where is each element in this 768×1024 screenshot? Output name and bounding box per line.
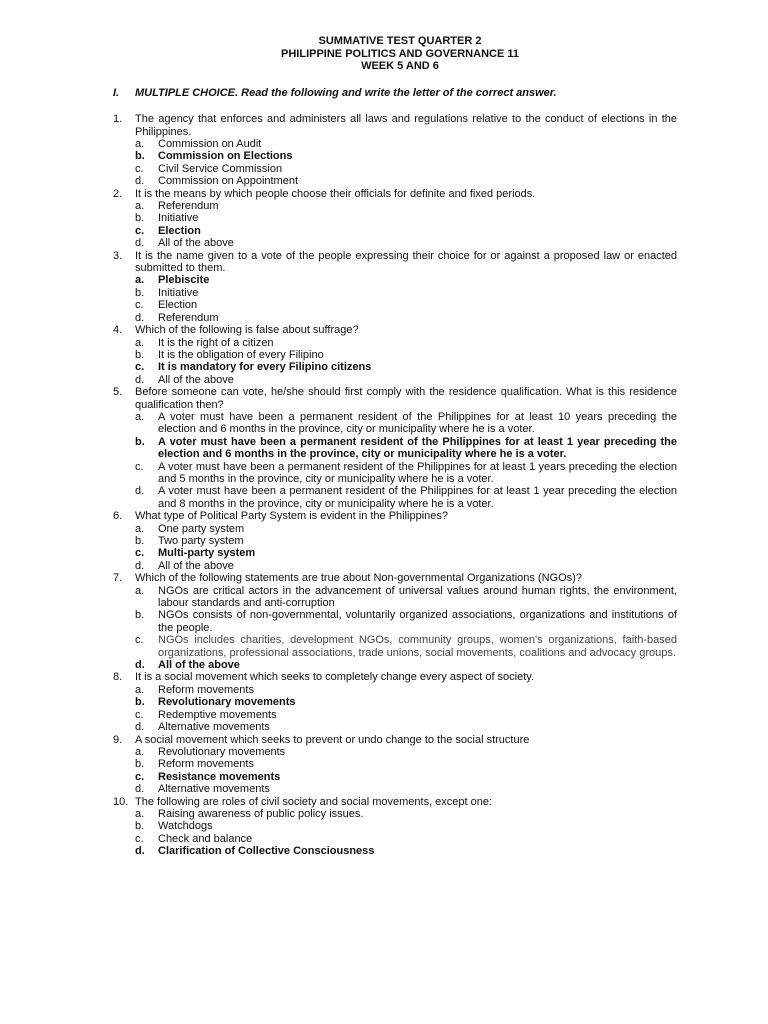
choice-letter: d. [135, 485, 145, 498]
choice-text: It is mandatory for every Filipino citizens [158, 361, 372, 374]
choice-item [135, 411, 677, 436]
choice-letter: c. [135, 832, 144, 845]
choice-letter: d. [135, 721, 145, 734]
choice-letter: b. [135, 212, 145, 225]
choice-text: Reform movements [158, 683, 254, 696]
choice-text: NGOs are critical actors in the advancement of universal values around human rights, the environment, labour standards and anti-corruption [158, 584, 677, 610]
question-number: 3. [113, 249, 123, 262]
choice-text: A voter must have been a permanent resident of the Philippines for at least 1 year preceding the election and 6 months in the province, city or municipality where he is a voter. [158, 435, 677, 461]
choice-item [135, 138, 677, 150]
choice-text: A voter must have been a permanent resident of the Philippines for at least 10 years preceding the election and 6 months in the province, city or municipality where he is a voter. [158, 410, 677, 436]
choice-item [135, 560, 677, 572]
choice-letter: a. [135, 584, 145, 597]
choice-item [135, 461, 677, 486]
choice-list [135, 411, 677, 510]
choice-list [135, 274, 677, 324]
choice-letter: a. [135, 807, 145, 820]
choice-item [135, 783, 677, 795]
choice-letter: b. [135, 820, 145, 833]
choice-item [135, 721, 677, 733]
choice-item-correct [135, 274, 677, 286]
question-number: 6. [113, 510, 123, 523]
question-text: A social movement which seeks to prevent or undo change to the social structure [135, 733, 530, 746]
choice-list [135, 746, 677, 796]
choice-text: Two party system [158, 535, 244, 547]
choice-letter: c. [135, 162, 144, 175]
choice-letter: a. [135, 522, 145, 535]
choice-item-correct [135, 696, 677, 708]
question-item [113, 796, 677, 858]
choice-letter: a. [135, 138, 145, 150]
question-number: 7. [113, 572, 123, 585]
choice-text: One party system [158, 522, 245, 535]
choice-text: Reform movements [158, 758, 254, 771]
choice-letter: d. [135, 373, 145, 386]
choice-text: NGOs consists of non-governmental, voluntarily organized associations, organizations and institutions of the people. [158, 609, 677, 634]
choice-list [135, 523, 677, 573]
choice-item [135, 833, 677, 845]
choice-letter: a. [135, 200, 145, 213]
choice-item [135, 609, 677, 634]
choice-letter: b. [135, 758, 145, 771]
choice-text: Initiative [158, 286, 199, 299]
question-number: 8. [113, 671, 123, 684]
choice-item [135, 287, 677, 299]
choice-letter: b. [135, 286, 145, 299]
question-text: Which of the following statements are true about Non-governmental Organizations (NGOs)? [135, 572, 582, 585]
choice-letter: c. [135, 460, 144, 473]
choice-item [135, 808, 677, 820]
header-week: WEEK 5 AND 6 [361, 60, 439, 73]
question-item [113, 510, 677, 572]
choice-item [135, 312, 677, 324]
choice-text: NGOs includes charities, development NGOs, community groups, women's organizations, faith-based organizations, professional associations, trade unions, social movements, coalitions and advocacy groups. [158, 634, 677, 659]
choice-letter: d. [135, 659, 145, 672]
choice-text: Civil Service Commission [158, 162, 283, 175]
question-item [113, 386, 677, 510]
choice-text: Referendum [158, 311, 219, 324]
choice-letter: c. [135, 361, 145, 374]
choice-item [135, 337, 677, 349]
choice-text: Clarification of Collective Consciousness [158, 845, 375, 858]
question-stem [113, 188, 677, 200]
question-item [113, 113, 677, 187]
choice-item [135, 634, 677, 659]
choice-text: All of the above [158, 373, 234, 386]
choice-item [135, 709, 677, 721]
choice-text: Revolutionary movements [158, 696, 296, 709]
choice-letter: b. [135, 535, 145, 547]
choice-text: Referendum [158, 200, 219, 213]
question-item [113, 188, 677, 250]
choice-letter: b. [135, 435, 145, 448]
choice-text: Watchdogs [158, 820, 213, 833]
header-subject: PHILIPPINE POLITICS AND GOVERNANCE 11 [281, 47, 519, 60]
choice-item-correct [135, 659, 677, 671]
choice-item [135, 523, 677, 535]
choice-text: Commission on Appointment [158, 175, 299, 188]
choice-item [135, 163, 677, 175]
choice-letter: d. [135, 559, 145, 572]
question-stem [113, 250, 677, 275]
choice-item [135, 820, 677, 832]
question-text: The agency that enforces and administers all laws and regulations relative to the conduct of elections in the Philippines. [135, 113, 677, 138]
choice-text: A voter must have been a permanent resident of the Philippines for at least 1 year preceding the election and 8 months in the province, city or municipality where he is a voter. [158, 485, 677, 510]
choice-item [135, 212, 677, 224]
choice-item-correct [135, 150, 677, 162]
choice-text: Raising awareness of public policy issues. [158, 807, 364, 820]
section-number: I. [113, 86, 120, 99]
choice-list [135, 684, 677, 734]
choice-text: Election [158, 299, 198, 312]
choice-letter: c. [135, 547, 145, 560]
choice-text: Multi-party system [158, 547, 256, 560]
choice-text: Alternative movements [158, 783, 270, 796]
choice-item-correct [135, 436, 677, 461]
choice-letter: b. [135, 150, 145, 163]
choice-letter: d. [135, 783, 145, 796]
question-stem [113, 324, 677, 336]
choice-text: Commission on Elections [158, 150, 293, 163]
question-stem [113, 796, 677, 808]
question-number: 4. [113, 324, 123, 337]
question-text: It is the means by which people choose their officials for definite and fixed periods. [135, 187, 536, 200]
choice-item [135, 535, 677, 547]
choice-text: A voter must have been a permanent resident of the Philippines for at least 1 years preceding the election and 5 months in the province, city or municipality where he is a voter. [158, 460, 677, 485]
choice-letter: b. [135, 696, 145, 709]
choice-letter: a. [135, 410, 145, 423]
choice-item-correct [135, 771, 677, 783]
choice-text: Check and balance [158, 832, 253, 845]
question-stem [113, 572, 677, 584]
question-item [113, 671, 677, 733]
choice-text: All of the above [158, 559, 234, 572]
choice-text: Alternative movements [158, 721, 270, 734]
question-text: It is a social movement which seeks to completely change every aspect of society. [135, 671, 535, 684]
question-stem [113, 734, 677, 746]
choice-letter: a. [135, 745, 145, 758]
choice-letter: b. [135, 609, 145, 622]
choice-list [135, 200, 677, 250]
choice-letter: c. [135, 299, 144, 312]
choice-text: Plebiscite [158, 274, 210, 287]
question-stem [113, 671, 677, 683]
choice-item [135, 299, 677, 311]
question-text: What type of Political Party System is evident in the Philippines? [135, 510, 449, 523]
choice-letter: a. [135, 683, 145, 696]
choice-item [135, 758, 677, 770]
document-header [113, 35, 677, 73]
choice-item [135, 349, 677, 361]
choice-text: All of the above [158, 659, 240, 672]
choice-item [135, 746, 677, 758]
choice-item [135, 175, 677, 187]
choice-letter: c. [135, 634, 144, 647]
choice-letter: d. [135, 237, 145, 250]
choice-letter: c. [135, 708, 144, 721]
question-item [113, 250, 677, 324]
question-item [113, 572, 677, 671]
choice-list [135, 585, 677, 672]
choice-letter: b. [135, 348, 145, 361]
question-number: 2. [113, 187, 123, 200]
choice-item [135, 374, 677, 386]
choice-text: It is the right of a citizen [158, 336, 274, 349]
choice-item [135, 200, 677, 212]
choice-text: Revolutionary movements [158, 745, 286, 758]
choice-item [135, 684, 677, 696]
choice-text: Election [158, 224, 201, 237]
choice-letter: a. [135, 274, 145, 287]
question-item [113, 734, 677, 796]
question-number: 9. [113, 733, 123, 746]
choice-letter: d. [135, 845, 145, 858]
question-number: 1. [113, 113, 123, 126]
question-stem [113, 386, 677, 411]
question-list [113, 113, 677, 857]
choice-text: Resistance movements [158, 770, 281, 783]
choice-item [135, 585, 677, 610]
choice-item [135, 237, 677, 249]
choice-item-correct [135, 845, 677, 857]
question-number: 10. [113, 795, 129, 808]
choice-item-correct [135, 361, 677, 373]
choice-letter: a. [135, 336, 145, 349]
choice-item-correct [135, 225, 677, 237]
choice-list [135, 138, 677, 188]
choice-item-correct [135, 547, 677, 559]
choice-text: It is the obligation of every Filipino [158, 348, 324, 361]
choice-text: Initiative [158, 212, 199, 225]
question-text: The following are roles of civil society and social movements, except one: [135, 795, 493, 808]
header-title: SUMMATIVE TEST QUARTER 2 [318, 35, 482, 47]
choice-text: Redemptive movements [158, 708, 277, 721]
choice-letter: d. [135, 311, 145, 324]
choice-item [135, 485, 677, 510]
question-text: Before someone can vote, he/she should first comply with the residence qualification. What is this residence qualification then? [135, 386, 677, 411]
test-document [113, 35, 677, 858]
choice-letter: d. [135, 175, 145, 188]
question-stem [113, 113, 677, 138]
question-stem [113, 510, 677, 522]
choice-list [135, 337, 677, 387]
choice-letter: c. [135, 224, 145, 237]
question-item [113, 324, 677, 386]
choice-letter: c. [135, 770, 145, 783]
choice-text: Commission on Audit [158, 138, 262, 150]
choice-text: All of the above [158, 237, 234, 250]
choice-list [135, 808, 677, 858]
question-number: 5. [113, 386, 123, 399]
question-text: It is the name given to a vote of the people expressing their choice for or against a proposed law or enacted submitted to them. [135, 249, 677, 275]
instructions-text: MULTIPLE CHOICE. Read the following and write the letter of the correct answer. [135, 86, 557, 99]
question-text: Which of the following is false about suffrage? [135, 324, 359, 337]
instructions [113, 87, 677, 99]
